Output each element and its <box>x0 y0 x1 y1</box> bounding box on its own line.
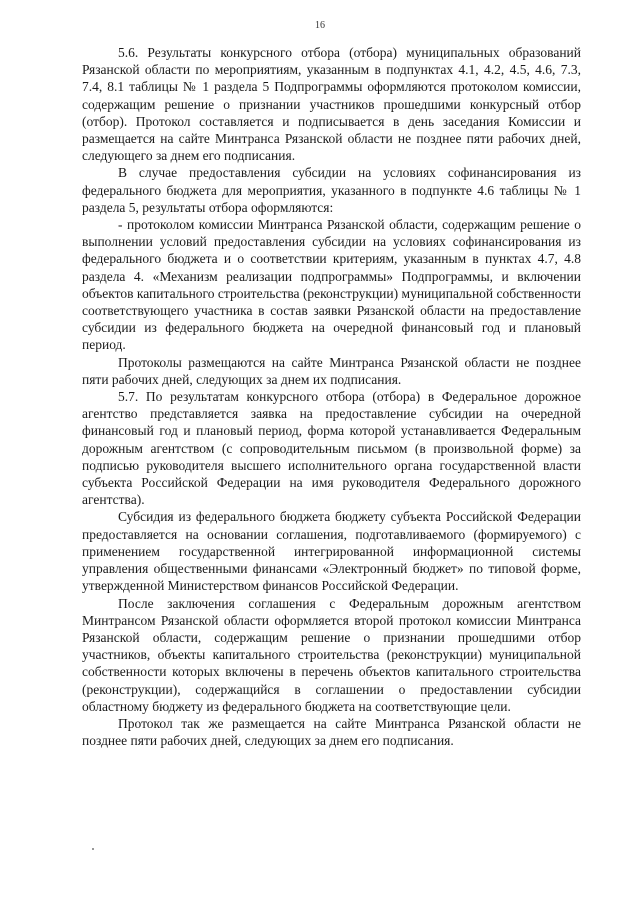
paragraph-federal-subsidy-agreement: Субсидия из федерального бюджета бюджету субъекта Российской Федерации предоставляется на основании соглашения, подготавливаемого (формируемого) с применением государственной интегрированной информационной системы управления общественными финансами «Электронный бюджет» по типовой форме, утвержденной Министерством финансов Российской Федерации. <box>82 509 581 594</box>
scan-speck <box>92 848 94 850</box>
paragraph-commission-protocol-item: - протоколом комиссии Минтранса Рязанской области, содержащим решение о выполнении условий предоставления субсидии на условиях софинансирования из федерального бюджета и о соответствии критериям, указанным в пунктах 4.7, 4.8 раздела 4. «Механизм реализации подпрограммы» Подпрограммы, и включении объектов капитального строительства (реконструкции) муниципальной собственности соответствующего участника в состав заявки Рязанской области на предоставление субсидии из федерального бюджета на очередной финансовый год и плановый период. <box>82 217 581 353</box>
paragraph-protocols-publication: Протоколы размещаются на сайте Минтранса Рязанской области не позднее пяти рабочих дней, следующих за днем их подписания. <box>82 354 581 387</box>
page-number: 16 <box>315 20 325 31</box>
paragraph-federal-cofinancing: В случае предоставления субсидии на условиях софинансирования из федерального бюджета для мероприятия, указанного в подпункте 4.6 таблицы № 1 раздела 5, результаты отбора оформляются: <box>82 165 581 215</box>
paragraph-5-7: 5.7. По результатам конкурсного отбора (отбора) в Федеральное дорожное агентство представляется заявка на предоставление субсидии на очередной финансовый год и плановый период, форма которой устанавливается Федеральным дорожным агентством (с сопроводительным письмом (в произвольной форме) за подписью руководителя высшего исполнительного органа государственной власти субъекта Российской Федерации на имя руководителя Федерального дорожного агентства). <box>82 389 581 508</box>
paragraph-5-6: 5.6. Результаты конкурсного отбора (отбора) муниципальных образований Рязанской области по мероприятиям, указанным в подпунктах 4.1, 4.2, 4.5, 4.6, 7.3, 7.4, 8.1 таблицы № 1 раздела 5 Подпрограммы оформляются протоколом комиссии, содержащим решение о признании участников прошедшими конкурсный отбор (отбор). Протокол составляется и подписывается в день заседания Комиссии и размещается на сайте Минтранса Рязанской области не позднее пяти рабочих дней, следующего за днем его подписания. <box>82 45 581 164</box>
document-body <box>82 44 581 749</box>
paragraph-protocol-publication-final: Протокол так же размещается на сайте Минтранса Рязанской области не позднее пяти рабочих дней, следующих за днем его подписания. <box>82 715 581 749</box>
paragraph-second-protocol: После заключения соглашения с Федеральным дорожным агентством Минтрансом Рязанской области оформляется второй протокол комиссии Минтранса Рязанской области, содержащим решение о признании прошедшими отбор участников, объекты капитального строительства (реконструкции) муниципальной собственности которых включены в перечень объектов капитального строительства (реконструкции), содержащийся в соглашении о предоставлении субсидии областному бюджету из федерального бюджета на соответствующие цели. <box>82 595 581 714</box>
